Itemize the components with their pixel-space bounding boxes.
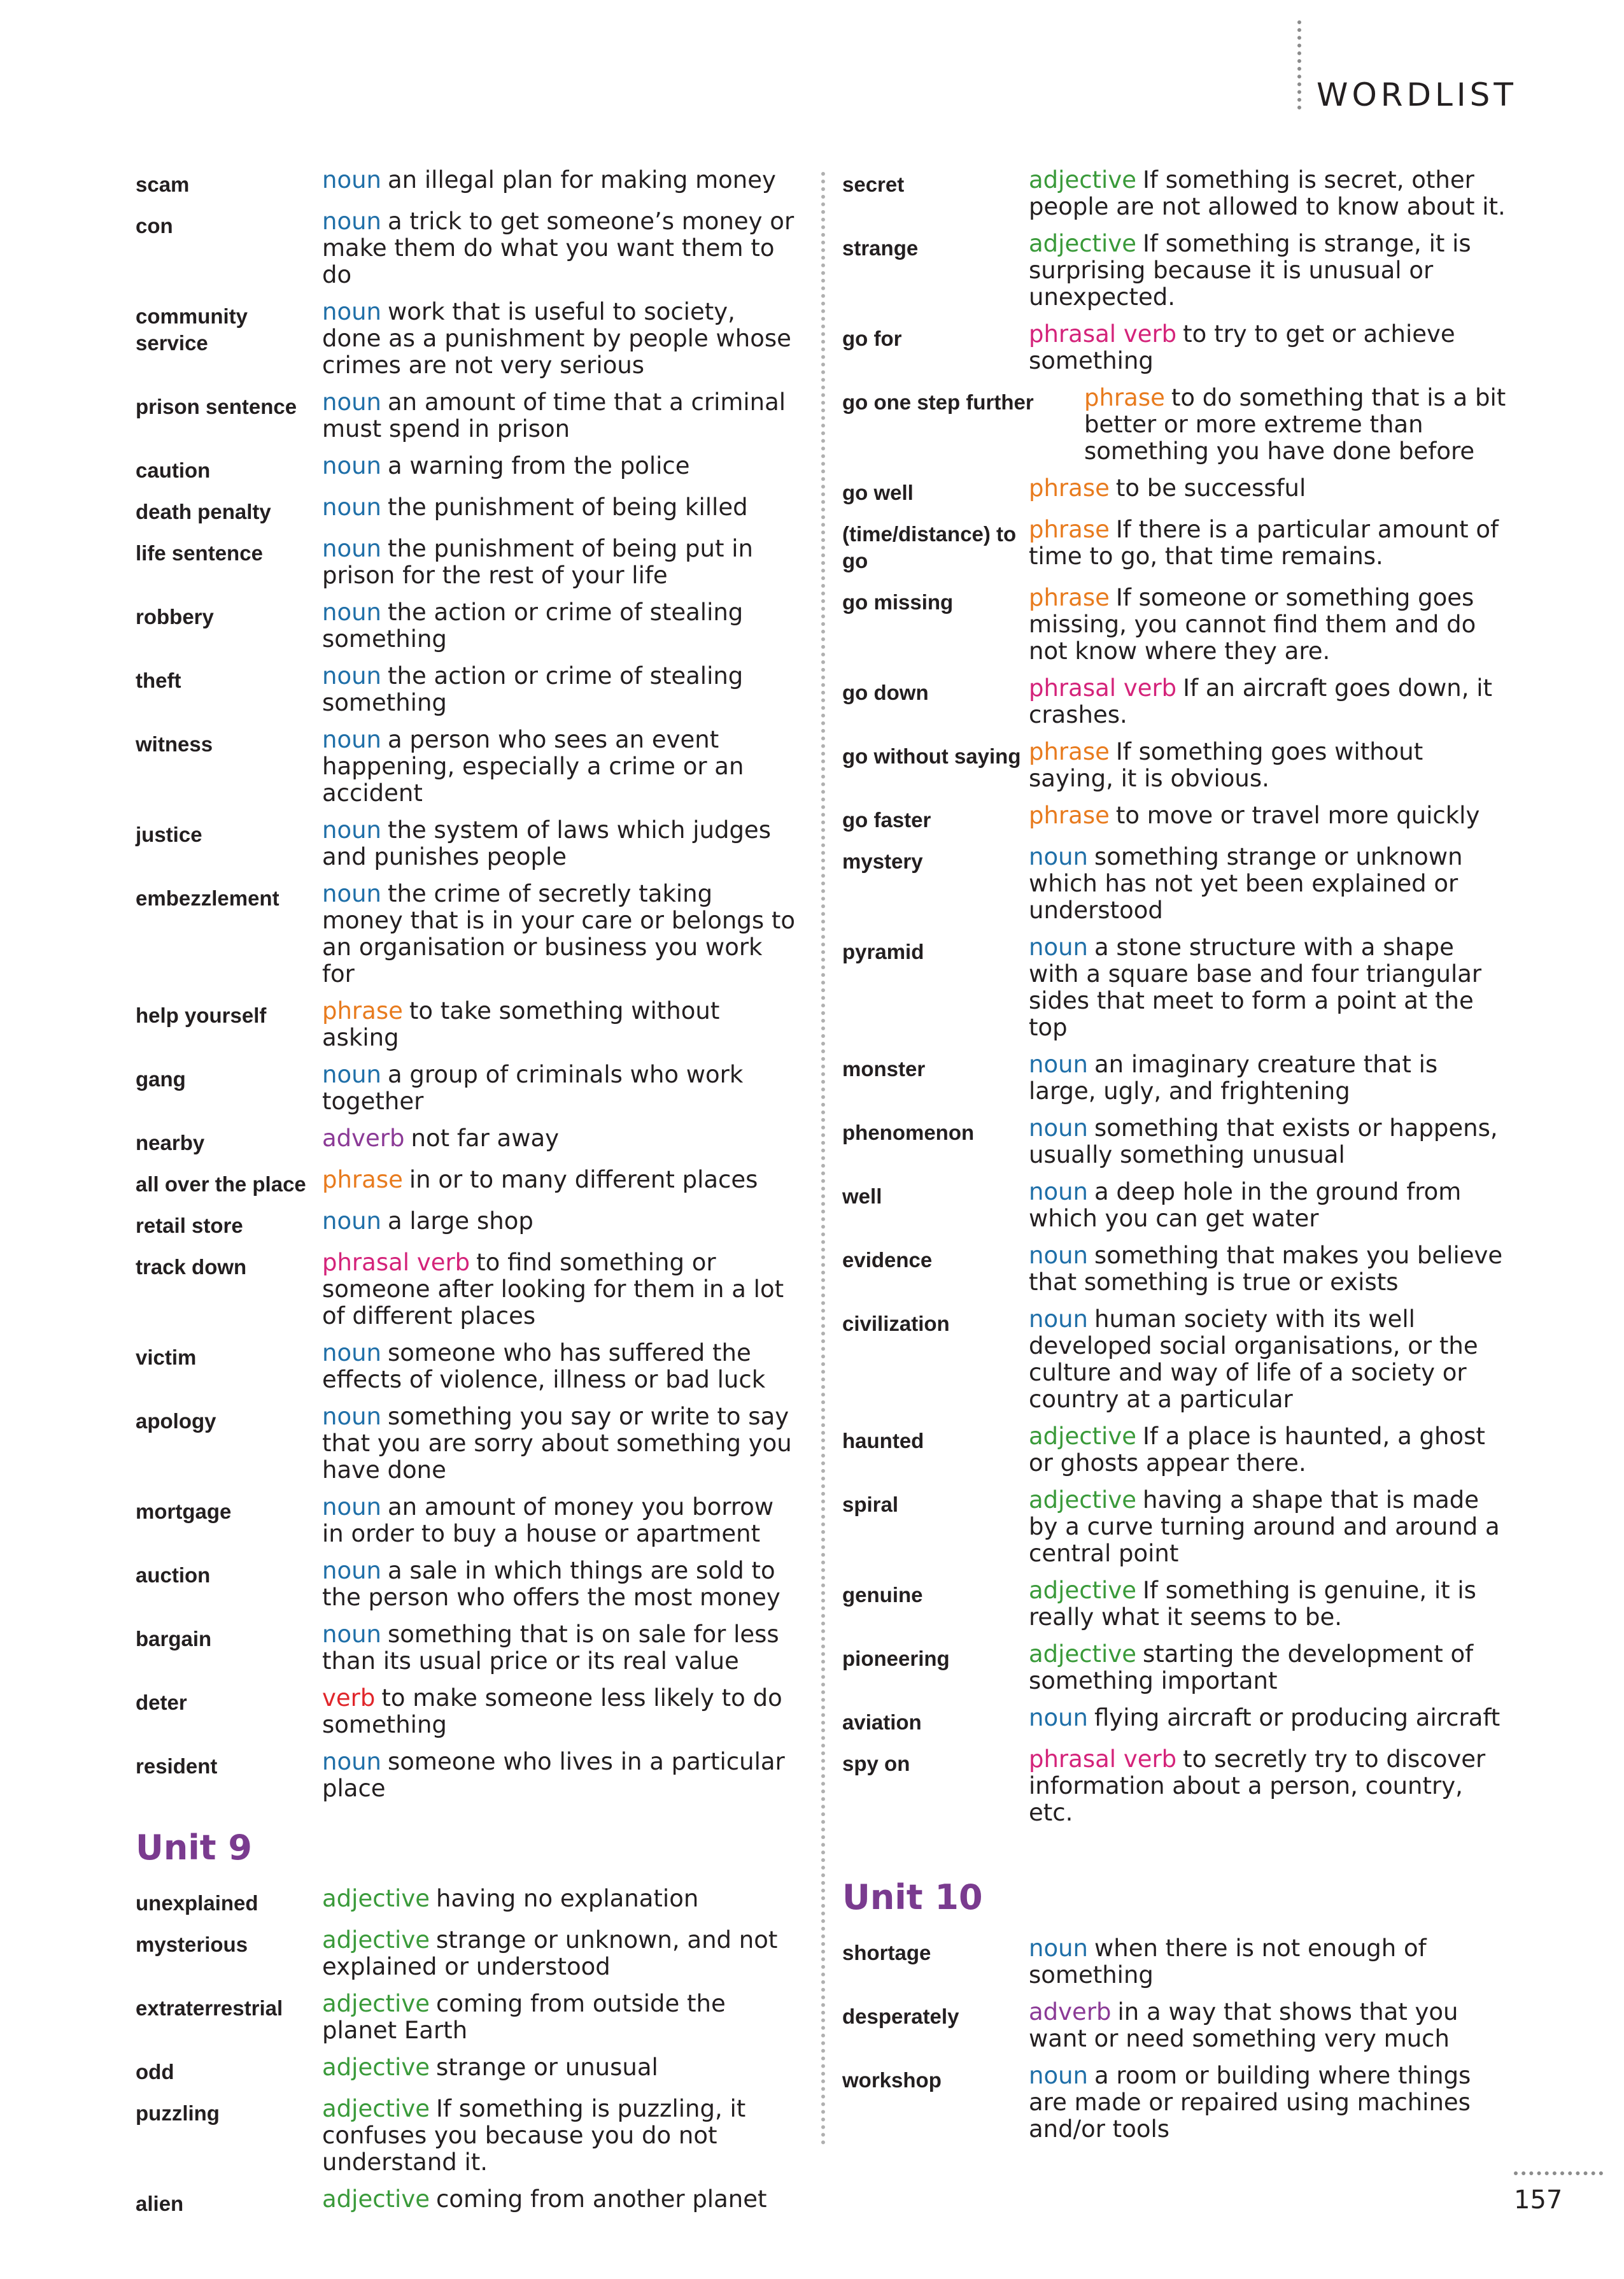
wordlist-entry bbox=[136, 998, 798, 1051]
entry-term: victim bbox=[136, 1345, 197, 1369]
wordlist-entry bbox=[136, 1749, 798, 1802]
entry-term: caution bbox=[136, 458, 211, 482]
wordlist-entry bbox=[842, 934, 1511, 1041]
entry-term: embezzlement bbox=[136, 886, 279, 910]
entry-definition bbox=[322, 536, 798, 589]
entry-term: go down bbox=[842, 681, 929, 704]
definition-text: to secretly try to discover information about a person, country, etc. bbox=[1029, 1745, 1486, 1826]
part-of-speech: verb bbox=[322, 1684, 376, 1712]
wordlist-entry bbox=[136, 167, 798, 198]
entry-term: bargain bbox=[136, 1627, 212, 1651]
entry-term: go without saying bbox=[842, 744, 1021, 768]
definition-text: to be successful bbox=[1115, 474, 1306, 502]
part-of-speech: noun bbox=[1029, 1242, 1088, 1269]
entry-definition bbox=[1029, 802, 1511, 834]
part-of-speech: phrase bbox=[1029, 516, 1110, 543]
entry-definition bbox=[1029, 1115, 1511, 1168]
entry-definition bbox=[1029, 844, 1511, 924]
part-of-speech: adjective bbox=[1029, 1577, 1136, 1604]
entry-term: civilization bbox=[842, 1312, 950, 1335]
entry-term: unexplained bbox=[136, 1891, 258, 1915]
definition-text: a trick to get someone’s money or make them do what you want them to do bbox=[322, 208, 794, 288]
definition-text: a sale in which things are sold to the person who offers the most money bbox=[322, 1557, 780, 1611]
entry-definition bbox=[1029, 1306, 1511, 1413]
definition-text: something strange or unknown which has not yet been explained or understood bbox=[1029, 843, 1463, 924]
wordlist-entry bbox=[136, 663, 798, 716]
header-divider bbox=[1297, 20, 1301, 110]
wordlist-entry bbox=[136, 1125, 798, 1156]
definition-text: an amount of time that a criminal must spend in prison bbox=[322, 388, 786, 443]
definition-text: If a place is haunted, a ghost or ghosts appear there. bbox=[1029, 1423, 1485, 1477]
definition-text: If someone or something goes missing, you cannot find them and do not know where they are. bbox=[1029, 584, 1476, 665]
wordlist-entry bbox=[136, 536, 798, 589]
wordlist-entry bbox=[136, 208, 798, 288]
footer-divider bbox=[1514, 2171, 1603, 2175]
entry-term: go missing bbox=[842, 590, 954, 614]
definition-text: coming from another planet bbox=[436, 2185, 767, 2213]
entry-definition bbox=[322, 1621, 798, 1675]
wordlist-entry bbox=[842, 2062, 1511, 2143]
wordlist-entry bbox=[136, 1885, 798, 1917]
wordlist-entry bbox=[842, 321, 1511, 374]
definition-text: to move or travel more quickly bbox=[1115, 802, 1480, 829]
part-of-speech: noun bbox=[322, 662, 381, 690]
definition-text: to take something without asking bbox=[322, 997, 720, 1051]
wordlist-entry bbox=[136, 2054, 798, 2085]
definition-text: in a way that shows that you want or need something very much bbox=[1029, 1998, 1458, 2052]
definition-text: the punishment of being killed bbox=[388, 493, 748, 521]
entry-definition bbox=[322, 1991, 798, 2044]
entry-term: mortgage bbox=[136, 1500, 232, 1523]
entry-term: strange bbox=[842, 236, 919, 260]
wordlist-left bbox=[136, 167, 798, 1802]
entry-term: pioneering bbox=[842, 1647, 950, 1670]
wordlist-entry bbox=[842, 1705, 1511, 1736]
entry-term: community service bbox=[136, 304, 248, 355]
entry-definition bbox=[322, 1558, 798, 1611]
entry-term: shortage bbox=[842, 1941, 931, 1964]
wordlist-entry bbox=[842, 1306, 1511, 1413]
part-of-speech: noun bbox=[322, 816, 381, 844]
definition-text: If an aircraft goes down, it crashes. bbox=[1029, 674, 1493, 728]
part-of-speech: noun bbox=[322, 1061, 381, 1088]
wordlist-entry bbox=[136, 2186, 798, 2217]
part-of-speech: adjective bbox=[1029, 1640, 1136, 1668]
part-of-speech: noun bbox=[1029, 2062, 1088, 2089]
part-of-speech: noun bbox=[322, 166, 381, 194]
part-of-speech: noun bbox=[1029, 1935, 1088, 1962]
definition-text: to find something or someone after looking for them in a lot of different places bbox=[322, 1249, 784, 1330]
entry-definition bbox=[322, 1167, 798, 1198]
part-of-speech: noun bbox=[322, 208, 381, 235]
part-of-speech: noun bbox=[1029, 1704, 1088, 1731]
entry-term: nearby bbox=[136, 1131, 205, 1154]
entry-definition bbox=[322, 1208, 798, 1239]
part-of-speech: phrase bbox=[1084, 384, 1165, 411]
wordlist-entry bbox=[136, 1249, 798, 1330]
entry-definition bbox=[322, 881, 798, 988]
part-of-speech: phrasal verb bbox=[1029, 320, 1177, 348]
wordlist-entry bbox=[136, 1621, 798, 1675]
entry-term: desperately bbox=[842, 2005, 959, 2028]
definition-text: something you say or write to say that you are sorry about something you have done bbox=[322, 1403, 792, 1484]
entry-definition bbox=[322, 1885, 798, 1917]
entry-definition bbox=[322, 299, 798, 379]
entry-term: genuine bbox=[842, 1583, 923, 1607]
entry-definition bbox=[1029, 675, 1511, 728]
wordlist-entry bbox=[842, 1051, 1511, 1105]
part-of-speech: noun bbox=[1029, 1114, 1088, 1142]
entry-definition bbox=[1084, 385, 1511, 465]
definition-text: the punishment of being put in prison for the rest of your life bbox=[322, 535, 753, 589]
definition-text: If there is a particular amount of time to go, that time remains. bbox=[1029, 516, 1499, 570]
definition-text: If something is puzzling, it confuses you because you do not understand it. bbox=[322, 2095, 746, 2176]
entry-definition bbox=[322, 494, 798, 525]
entry-definition bbox=[322, 167, 798, 198]
part-of-speech: phrasal verb bbox=[1029, 1745, 1177, 1773]
part-of-speech: noun bbox=[322, 1557, 381, 1584]
definition-text: having a shape that is made by a curve turning around and around a central point bbox=[1029, 1486, 1500, 1567]
wordlist-entry bbox=[136, 881, 798, 988]
wordlist-entry bbox=[842, 802, 1511, 834]
wordlist-entry bbox=[136, 1685, 798, 1738]
wordlist-entry bbox=[136, 389, 798, 443]
entry-definition bbox=[322, 1340, 798, 1393]
part-of-speech: adjective bbox=[322, 2095, 430, 2122]
part-of-speech: phrase bbox=[322, 1166, 403, 1193]
definition-text: someone who lives in a particular place bbox=[322, 1748, 785, 1802]
entry-term: theft bbox=[136, 669, 181, 692]
entry-definition bbox=[1029, 1935, 1511, 1989]
definition-text: having no explanation bbox=[436, 1885, 699, 1912]
wordlist-entry bbox=[136, 1208, 798, 1239]
wordlist-entry bbox=[136, 727, 798, 807]
entry-definition bbox=[322, 2054, 798, 2085]
entry-definition bbox=[322, 453, 798, 484]
entry-term: workshop bbox=[842, 2068, 942, 2092]
wordlist-unit9 bbox=[136, 1885, 798, 2217]
entry-term: all over the place bbox=[136, 1172, 306, 1196]
entry-definition bbox=[1029, 2062, 1511, 2143]
entry-term: go for bbox=[842, 327, 902, 350]
part-of-speech: noun bbox=[322, 1339, 381, 1367]
part-of-speech: adjective bbox=[1029, 1423, 1136, 1450]
entry-term: robbery bbox=[136, 605, 214, 628]
entry-definition bbox=[322, 208, 798, 288]
part-of-speech: adjective bbox=[322, 2185, 430, 2213]
definition-text: to do something that is a bit better or more extreme than something you have done before bbox=[1084, 384, 1506, 465]
entry-term: resident bbox=[136, 1754, 218, 1778]
wordlist-entry bbox=[842, 167, 1511, 220]
entry-term: help yourself bbox=[136, 1004, 267, 1027]
wordlist-entry bbox=[842, 739, 1511, 792]
entry-term: secret bbox=[842, 173, 905, 196]
wordlist-entry bbox=[842, 475, 1511, 506]
entry-definition bbox=[1029, 1487, 1511, 1567]
part-of-speech: phrase bbox=[1029, 584, 1110, 611]
part-of-speech: noun bbox=[322, 535, 381, 562]
definition-text: the system of laws which judges and punishes people bbox=[322, 816, 771, 870]
definition-text: in or to many different places bbox=[409, 1166, 758, 1193]
entry-term: evidence bbox=[842, 1248, 933, 1272]
entry-term: witness bbox=[136, 732, 213, 756]
part-of-speech: noun bbox=[322, 493, 381, 521]
entry-definition bbox=[322, 599, 798, 653]
entry-term: monster bbox=[842, 1057, 926, 1081]
wordlist-entry bbox=[136, 1167, 798, 1198]
part-of-speech: noun bbox=[322, 1403, 381, 1430]
definition-text: when there is not enough of something bbox=[1029, 1935, 1427, 1989]
wordlist-entry bbox=[136, 1494, 798, 1547]
entry-term: auction bbox=[136, 1563, 211, 1587]
wordlist-entry bbox=[842, 585, 1511, 665]
definition-text: someone who has suffered the effects of violence, illness or bad luck bbox=[322, 1339, 766, 1393]
definition-text: If something is genuine, it is really what it seems to be. bbox=[1029, 1577, 1476, 1631]
part-of-speech: noun bbox=[322, 388, 381, 416]
entry-definition bbox=[1029, 475, 1511, 506]
entry-term: spy on bbox=[842, 1752, 910, 1775]
page-header-title: WORDLIST bbox=[1317, 76, 1517, 113]
wordlist-entry bbox=[136, 1403, 798, 1484]
wordlist-entry bbox=[842, 1577, 1511, 1631]
part-of-speech: adjective bbox=[322, 1926, 430, 1954]
entry-term: go faster bbox=[842, 808, 931, 832]
definition-text: an imaginary creature that is large, ugly, and frightening bbox=[1029, 1051, 1438, 1105]
definition-text: work that is useful to society, done as a punishment by people whose crimes are not very serious bbox=[322, 298, 791, 379]
definition-text: starting the development of something important bbox=[1029, 1640, 1474, 1694]
part-of-speech: noun bbox=[322, 298, 381, 325]
entry-definition bbox=[322, 727, 798, 807]
part-of-speech: noun bbox=[322, 1748, 381, 1775]
part-of-speech: noun bbox=[1029, 1305, 1088, 1333]
wordlist-entry bbox=[136, 453, 798, 484]
part-of-speech: noun bbox=[322, 452, 381, 479]
right-column bbox=[842, 167, 1511, 2153]
definition-text: a large shop bbox=[388, 1207, 533, 1235]
wordlist-entry bbox=[842, 1179, 1511, 1232]
wordlist-entry bbox=[136, 1558, 798, 1611]
definition-text: If something is secret, other people are not allowed to know about it. bbox=[1029, 166, 1506, 220]
entry-term: puzzling bbox=[136, 2101, 220, 2125]
entry-definition bbox=[322, 1403, 798, 1484]
entry-definition bbox=[322, 2186, 798, 2217]
wordlist-entry bbox=[136, 1991, 798, 2044]
entry-definition bbox=[1029, 1242, 1511, 1296]
entry-definition bbox=[322, 817, 798, 870]
definition-text: something that is on sale for less than its usual price or its real value bbox=[322, 1621, 779, 1675]
definition-text: to try to get or achieve something bbox=[1029, 320, 1455, 374]
entry-definition bbox=[322, 1125, 798, 1156]
entry-definition bbox=[1029, 1705, 1511, 1736]
definition-text: strange or unknown, and not explained or understood bbox=[322, 1926, 778, 1980]
wordlist-entry bbox=[136, 599, 798, 653]
definition-text: a deep hole in the ground from which you can get water bbox=[1029, 1178, 1462, 1232]
entry-definition bbox=[1029, 934, 1511, 1041]
wordlist-unit10 bbox=[842, 1935, 1511, 2143]
entry-term: (time/distance) to go bbox=[842, 522, 1017, 572]
entry-term: death penalty bbox=[136, 500, 271, 523]
entry-definition bbox=[322, 998, 798, 1051]
definition-text: not far away bbox=[411, 1125, 560, 1152]
entry-term: phenomenon bbox=[842, 1121, 975, 1144]
entry-definition bbox=[1029, 1999, 1511, 2052]
entry-term: aviation bbox=[842, 1710, 922, 1734]
part-of-speech: phrasal verb bbox=[1029, 674, 1177, 702]
entry-term: go well bbox=[842, 481, 914, 504]
wordlist-entry bbox=[842, 1746, 1511, 1826]
definition-text: the action or crime of stealing something bbox=[322, 599, 744, 653]
entry-definition bbox=[1029, 1641, 1511, 1694]
definition-text: a group of criminals who work together bbox=[322, 1061, 744, 1115]
part-of-speech: adjective bbox=[322, 2054, 430, 2081]
entry-term: retail store bbox=[136, 1214, 243, 1237]
part-of-speech: phrase bbox=[1029, 474, 1110, 502]
entry-definition bbox=[1029, 1577, 1511, 1631]
entry-term: life sentence bbox=[136, 541, 263, 565]
part-of-speech: noun bbox=[322, 726, 381, 753]
part-of-speech: noun bbox=[1029, 934, 1088, 961]
wordlist-entry bbox=[842, 1115, 1511, 1168]
definition-text: something that exists or happens, usually something unusual bbox=[1029, 1114, 1498, 1168]
definition-text: a warning from the police bbox=[388, 452, 690, 479]
part-of-speech: adjective bbox=[322, 1885, 430, 1912]
entry-definition bbox=[1029, 516, 1511, 574]
column-divider bbox=[821, 172, 825, 2146]
wordlist-entry bbox=[842, 1423, 1511, 1477]
wordlist-entry bbox=[842, 1999, 1511, 2052]
entry-definition bbox=[1029, 167, 1511, 220]
entry-definition bbox=[1029, 1423, 1511, 1477]
entry-term: gang bbox=[136, 1067, 186, 1091]
wordlist-entry bbox=[136, 1340, 798, 1393]
definition-text: a stone structure with a shape with a square base and four triangular sides that meet to form a point at the top bbox=[1029, 934, 1482, 1041]
part-of-speech: phrase bbox=[1029, 738, 1110, 765]
entry-term: spiral bbox=[842, 1493, 899, 1516]
entry-definition bbox=[322, 663, 798, 716]
wordlist-entry bbox=[842, 1641, 1511, 1694]
entry-term: extraterrestrial bbox=[136, 1996, 283, 2020]
part-of-speech: noun bbox=[322, 1493, 381, 1521]
entry-term: justice bbox=[136, 823, 202, 846]
wordlist-entry bbox=[136, 494, 798, 525]
definition-text: a person who sees an event happening, especially a crime or an accident bbox=[322, 726, 744, 807]
unit-heading: Unit 10 bbox=[842, 1877, 983, 1917]
wordlist-entry bbox=[842, 385, 1511, 465]
definition-text: to make someone less likely to do something bbox=[322, 1684, 782, 1738]
part-of-speech: adverb bbox=[1029, 1998, 1112, 2026]
entry-term: deter bbox=[136, 1691, 187, 1714]
part-of-speech: noun bbox=[322, 1621, 381, 1648]
entry-definition bbox=[322, 1061, 798, 1115]
entry-term: con bbox=[136, 214, 173, 238]
definition-text: something that makes you believe that something is true or exists bbox=[1029, 1242, 1503, 1296]
entry-definition bbox=[322, 1249, 798, 1330]
definition-text: strange or unusual bbox=[436, 2054, 658, 2081]
definition-text: human society with its well developed social organisations, or the culture and way of life of a society or country at a particular bbox=[1029, 1305, 1478, 1413]
part-of-speech: phrasal verb bbox=[322, 1249, 470, 1276]
entry-term: track down bbox=[136, 1255, 247, 1279]
wordlist-entry bbox=[842, 516, 1511, 574]
page-number: 157 bbox=[1514, 2185, 1563, 2215]
part-of-speech: adjective bbox=[1029, 166, 1136, 194]
part-of-speech: adverb bbox=[322, 1125, 405, 1152]
wordlist-right bbox=[842, 167, 1511, 1826]
wordlist-entry bbox=[842, 231, 1511, 311]
entry-term: odd bbox=[136, 2060, 174, 2084]
entry-term: mysterious bbox=[136, 1933, 248, 1956]
entry-definition bbox=[322, 2096, 798, 2176]
unit-heading: Unit 9 bbox=[136, 1828, 252, 1868]
wordlist-entry bbox=[842, 844, 1511, 924]
part-of-speech: adjective bbox=[1029, 1486, 1136, 1514]
entry-definition bbox=[1029, 739, 1511, 792]
part-of-speech: noun bbox=[1029, 843, 1088, 870]
entry-definition bbox=[1029, 1051, 1511, 1105]
entry-term: go one step further bbox=[842, 390, 1034, 414]
entry-term: pyramid bbox=[842, 940, 924, 963]
entry-term: scam bbox=[136, 173, 190, 196]
entry-term: prison sentence bbox=[136, 395, 297, 418]
wordlist-entry bbox=[136, 1927, 798, 1980]
part-of-speech: noun bbox=[1029, 1178, 1088, 1205]
part-of-speech: phrase bbox=[322, 997, 403, 1025]
definition-text: flying aircraft or producing aircraft bbox=[1094, 1704, 1500, 1731]
part-of-speech: noun bbox=[1029, 1051, 1088, 1078]
wordlist-entry bbox=[842, 1935, 1511, 1989]
entry-term: haunted bbox=[842, 1429, 924, 1452]
entry-definition bbox=[322, 389, 798, 443]
wordlist-entry bbox=[842, 675, 1511, 728]
entry-definition bbox=[1029, 1179, 1511, 1232]
definition-text: the action or crime of stealing something bbox=[322, 662, 744, 716]
entry-definition bbox=[1029, 321, 1511, 374]
wordlist-entry bbox=[842, 1242, 1511, 1296]
part-of-speech: noun bbox=[322, 1207, 381, 1235]
part-of-speech: adjective bbox=[322, 1990, 430, 2017]
entry-definition bbox=[322, 1749, 798, 1802]
entry-definition bbox=[1029, 231, 1511, 311]
entry-term: well bbox=[842, 1184, 882, 1208]
definition-text: If something goes without saying, it is obvious. bbox=[1029, 738, 1423, 792]
wordlist-entry bbox=[136, 2096, 798, 2176]
wordlist-entry bbox=[136, 1061, 798, 1115]
entry-term: mystery bbox=[842, 849, 923, 873]
entry-term: apology bbox=[136, 1409, 216, 1433]
definition-text: coming from outside the planet Earth bbox=[322, 1990, 726, 2044]
entry-definition bbox=[322, 1927, 798, 1980]
definition-text: an amount of money you borrow in order to buy a house or apartment bbox=[322, 1493, 774, 1547]
wordlist-entry bbox=[136, 299, 798, 379]
entry-definition bbox=[1029, 1746, 1511, 1826]
entry-definition bbox=[1029, 585, 1511, 665]
part-of-speech: adjective bbox=[1029, 230, 1136, 257]
definition-text: If something is strange, it is surprising because it is unusual or unexpected. bbox=[1029, 230, 1471, 311]
part-of-speech: phrase bbox=[1029, 802, 1110, 829]
left-column bbox=[136, 167, 798, 2227]
definition-text: an illegal plan for making money bbox=[388, 166, 776, 194]
wordlist-entry bbox=[136, 817, 798, 870]
entry-definition bbox=[322, 1685, 798, 1738]
entry-definition bbox=[322, 1494, 798, 1547]
definition-text: the crime of secretly taking money that is in your care or belongs to an organisation or business you work for bbox=[322, 880, 796, 988]
part-of-speech: noun bbox=[322, 599, 381, 626]
entry-term: alien bbox=[136, 2192, 184, 2215]
part-of-speech: noun bbox=[322, 880, 381, 907]
wordlist-entry bbox=[842, 1487, 1511, 1567]
definition-text: a room or building where things are made or repaired using machines and/or tools bbox=[1029, 2062, 1471, 2143]
